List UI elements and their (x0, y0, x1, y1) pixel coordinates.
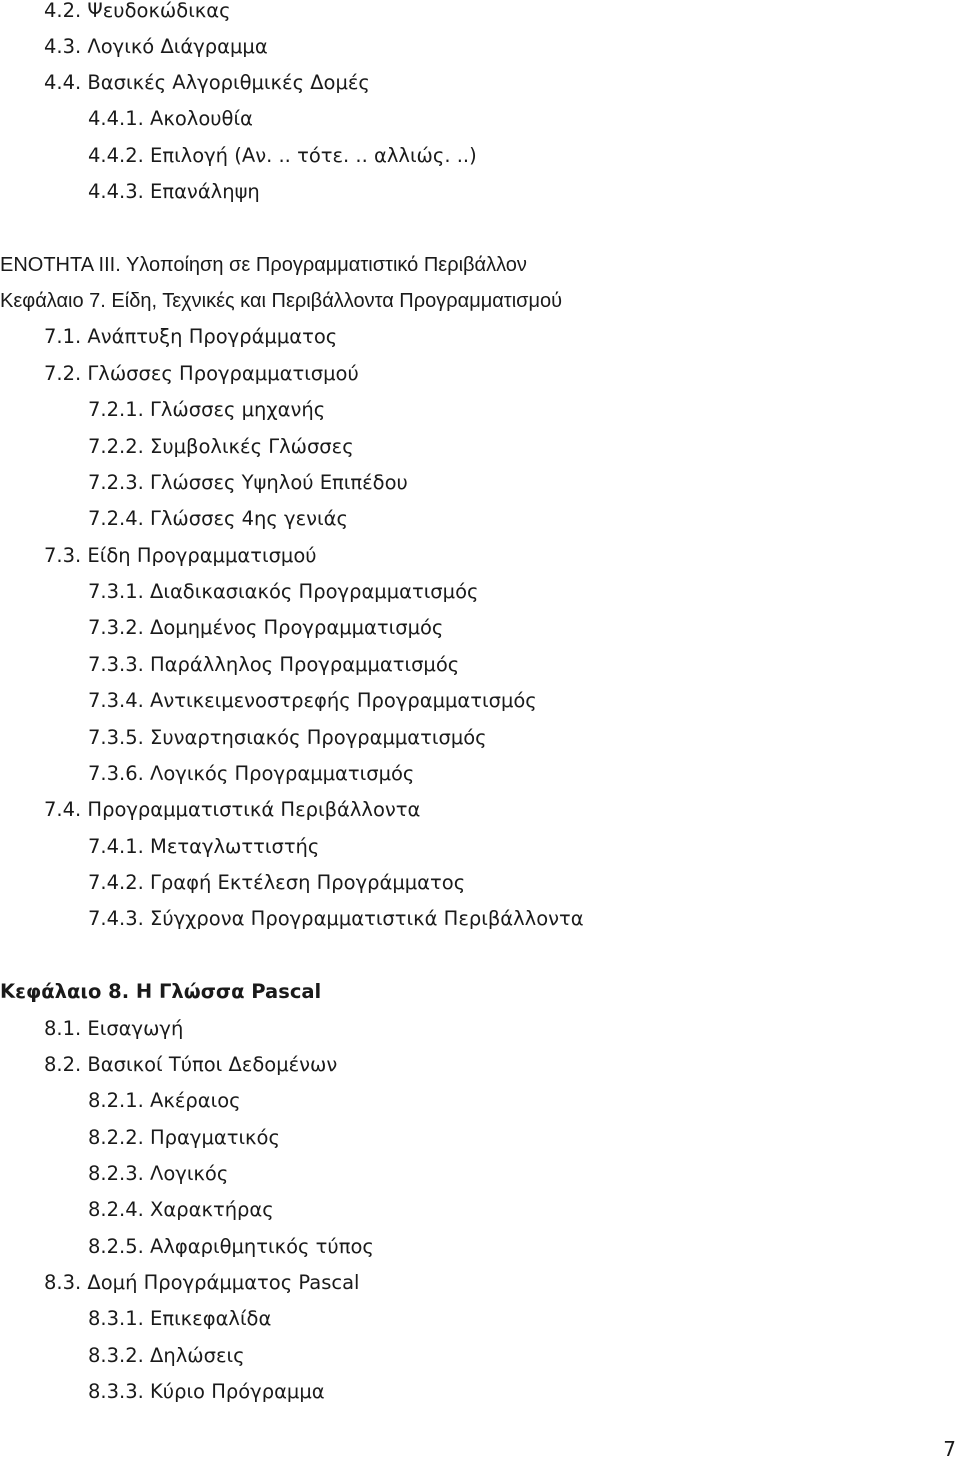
toc-entry: Κεφάλαιο 7. Είδη, Τεχνικές και Περιβάλλοντα Προγραμματισμού (0, 290, 563, 312)
page-number: 7 (943, 1437, 956, 1461)
toc-entry: 4.4. Βασικές Αλγοριθμικές Δομές (44, 71, 370, 94)
toc-entry: 7.3.4. Αντικειμενοστρεφής Προγραμματισμός (88, 689, 537, 712)
toc-entry: 7.4.3. Σύγχρονα Προγραμματιστικά Περιβάλλοντα (88, 907, 584, 930)
toc-entry: 8.3. Δομή Προγράμματος Pascal (44, 1271, 360, 1294)
toc-entry: 7.4.2. Γραφή Εκτέλεση Προγράμματος (88, 871, 466, 894)
toc-entry: 7.1. Ανάπτυξη Προγράμματος (44, 325, 338, 348)
toc-entry: 7.2.4. Γλώσσες 4ης γενιάς (88, 507, 348, 530)
toc-entry: 8.3.1. Επικεφαλίδα (88, 1307, 272, 1330)
toc-entry: 7.4.1. Μεταγλωττιστής (88, 835, 320, 858)
toc-entry: 7.3.5. Συναρτησιακός Προγραμματισμός (88, 726, 487, 749)
toc-entry: 8.2.3. Λογικός (88, 1162, 229, 1185)
toc-entry: ΕΝΟΤΗΤΑ ΙΙΙ. Υλοποίηση σε Προγραμματιστικό Περιβάλλον (0, 254, 527, 276)
toc-entry: 7.2.3. Γλώσσες Υψηλού Επιπέδου (88, 471, 408, 494)
toc-entry: 4.3. Λογικό Διάγραμμα (44, 35, 268, 58)
toc-entry: 8.3.3. Κύριο Πρόγραμμα (88, 1380, 325, 1403)
toc-entry: 7.3.1. Διαδικασιακός Προγραμματισμός (88, 580, 479, 603)
toc-entry: 8.2.1. Ακέραιος (88, 1089, 241, 1112)
toc-entry: 7.2.2. Συμβολικές Γλώσσες (88, 435, 354, 458)
toc-entry: 8.3.2. Δηλώσεις (88, 1344, 245, 1367)
toc-entry: 8.2.4. Χαρακτήρας (88, 1198, 274, 1221)
toc-entry: 4.4.3. Επανάληψη (88, 180, 260, 203)
toc-entry: 7.3.3. Παράλληλος Προγραμματισμός (88, 653, 460, 676)
toc-entry: 7.4. Προγραμματιστικά Περιβάλλοντα (44, 798, 421, 821)
toc-entry: Κεφάλαιο 8. Η Γλώσσα Pascal (0, 980, 322, 1003)
toc-entry: 8.2.2. Πραγματικός (88, 1126, 280, 1149)
toc-entry: 7.3.6. Λογικός Προγραμματισμός (88, 762, 415, 785)
toc-entry: 4.4.2. Επιλογή (Αν. .. τότε. .. αλλιώς. ..) (88, 144, 477, 167)
toc-entry: 8.2.5. Αλφαριθμητικός τύπος (88, 1235, 374, 1258)
toc-entry: 7.2.1. Γλώσσες μηχανής (88, 398, 326, 421)
toc-entry: 4.2. Ψευδοκώδικας (44, 0, 231, 22)
toc-entry: 7.3. Είδη Προγραμματισμού (44, 544, 317, 567)
toc-entry: 7.2. Γλώσσες Προγραμματισμού (44, 362, 359, 385)
toc-entry: 8.1. Εισαγωγή (44, 1017, 184, 1040)
toc-entry: 8.2. Βασικοί Τύποι Δεδομένων (44, 1053, 338, 1076)
toc-entry: 7.3.2. Δομημένος Προγραμματισμός (88, 616, 444, 639)
toc-entry: 4.4.1. Ακολουθία (88, 107, 253, 130)
